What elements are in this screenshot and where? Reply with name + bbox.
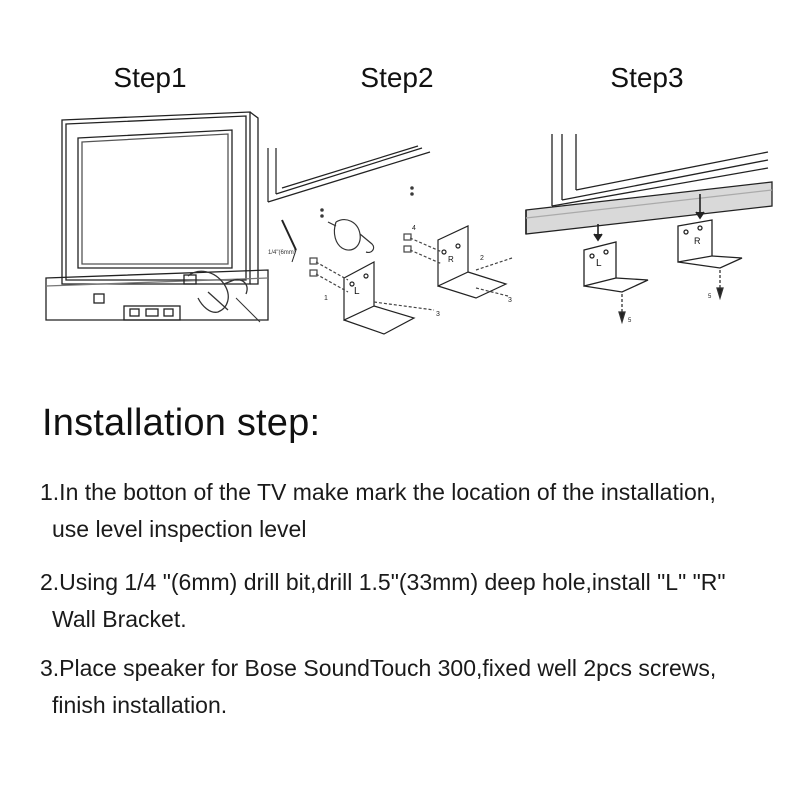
drill-size-label: 1/4"(6mm): [268, 250, 296, 256]
instruction-2-line2: Wall Bracket.: [52, 606, 187, 632]
instruction-2-line1: 2.Using 1/4 "(6mm) drill bit,drill 1.5"(33mm) deep hole,install "L" "R": [40, 569, 726, 595]
left-bracket-letter-step3: L: [596, 258, 602, 269]
step2-title: Step2: [360, 62, 434, 93]
callout-3: 3: [436, 311, 440, 318]
instruction-item-1: [40, 474, 788, 548]
callout-4: 4: [412, 225, 416, 232]
step3-illustration: [522, 132, 778, 332]
callout-2: 2: [480, 255, 484, 262]
callout-5-right: 5: [708, 294, 712, 300]
tv-bottom-edge: [268, 146, 430, 202]
right-bracket: [438, 226, 506, 298]
instruction-1-line1: 1.In the botton of the TV make mark the location of the installation,: [40, 479, 716, 505]
right-screws: [404, 234, 512, 296]
left-bracket: [584, 242, 648, 292]
step1-illustration: [38, 108, 270, 348]
installation-heading: Installation step:: [42, 402, 321, 444]
left-screws: [310, 258, 434, 310]
right-bracket: [678, 220, 742, 268]
screw-callouts: [628, 294, 712, 324]
instruction-3-line2: finish installation.: [52, 692, 228, 718]
drill-marks: [321, 187, 413, 217]
callout-5-left: 5: [628, 318, 632, 324]
instruction-item-2: [40, 564, 788, 638]
soundbar: [526, 182, 772, 234]
step1-title: Step1: [113, 62, 187, 93]
right-bracket-letter-step3: R: [694, 236, 701, 246]
level-tool: [124, 306, 180, 320]
callout-1: 1: [324, 295, 328, 302]
instruction-3-line1: 3.Place speaker for Bose SoundTouch 300,fixed well 2pcs screws,: [40, 655, 717, 681]
hand-drill: [328, 220, 374, 253]
tv-frame: [62, 112, 258, 284]
instruction-item-3: [40, 650, 788, 724]
step3-title: Step3: [610, 62, 684, 93]
instruction-1-line2: use level inspection level: [52, 516, 307, 542]
right-bracket-letter: R: [448, 255, 454, 264]
callout-3b: 3: [508, 297, 512, 304]
drill-bit: [268, 220, 296, 262]
left-bracket-letter: L: [354, 286, 360, 297]
left-bracket: [344, 262, 414, 334]
step2-illustration: [262, 130, 534, 340]
soundbar-wall-unit: [46, 270, 268, 320]
callout-numbers: [324, 225, 512, 318]
